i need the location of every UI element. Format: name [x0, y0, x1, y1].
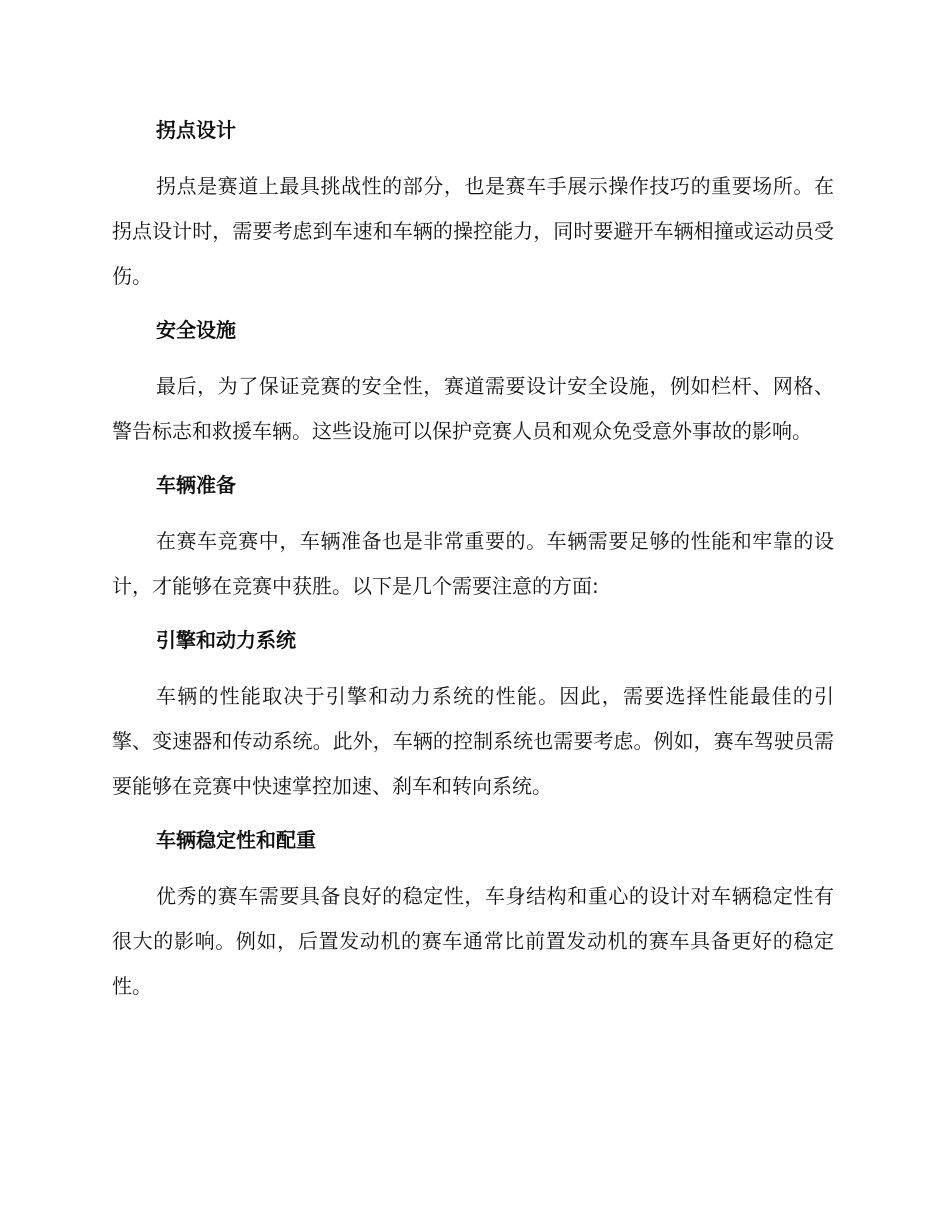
section-paragraph-engine-powertrain: 车辆的性能取决于引擎和动力系统的性能。因此，需要选择性能最佳的引擎、变速器和传动系统。此外，车辆的控制系统也需要考虑。例如，赛车驾驶员需要能够在竞赛中快速掌控加速、刹车和转向系统。 — [112, 684, 834, 798]
section-heading-corner-design: 拐点设计 — [156, 118, 236, 142]
section-heading-stability-weight: 车辆稳定性和配重 — [156, 828, 316, 852]
section-paragraph-safety-facilities: 最后，为了保证竞赛的安全性，赛道需要设计安全设施，例如栏杆、网格、警告标志和救援车辆。这些设施可以保护竞赛人员和观众免受意外事故的影响。 — [112, 374, 834, 443]
document-page — [112, 112, 834, 1009]
section-paragraph-corner-design: 拐点是赛道上最具挑战性的部分，也是赛车手展示操作技巧的重要场所。在拐点设计时，需要考虑到车速和车辆的操控能力，同时要避开车辆相撞或运动员受伤。 — [112, 174, 834, 288]
section-heading-vehicle-preparation: 车辆准备 — [156, 473, 236, 497]
section-heading-engine-powertrain: 引擎和动力系统 — [156, 628, 296, 652]
section-paragraph-vehicle-preparation: 在赛车竞赛中，车辆准备也是非常重要的。车辆需要足够的性能和牢靠的设计，才能够在竞赛中获胜。以下是几个需要注意的方面: — [112, 529, 834, 598]
section-heading-safety-facilities: 安全设施 — [156, 318, 236, 342]
section-paragraph-stability-weight: 优秀的赛车需要具备良好的稳定性，车身结构和重心的设计对车辆稳定性有很大的影响。例如，后置发动机的赛车通常比前置发动机的赛车具备更好的稳定性。 — [112, 884, 834, 998]
